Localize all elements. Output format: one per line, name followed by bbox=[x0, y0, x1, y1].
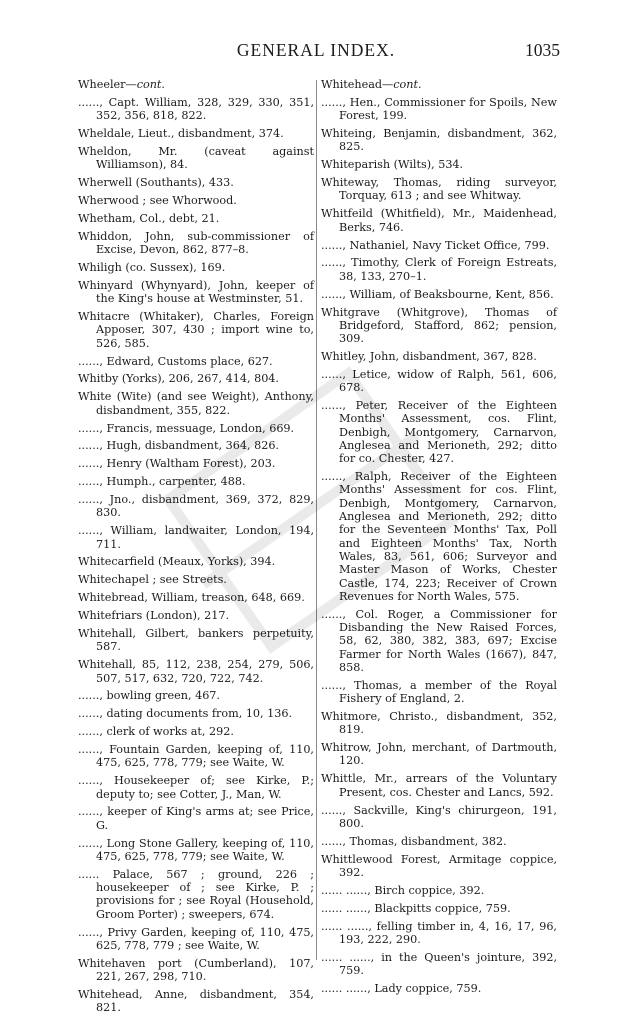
index-entry: Whiteing, Benjamin, disbandment, 362, 825. bbox=[321, 127, 557, 154]
index-entry: ......, Letice, widow of Ralph, 561, 606, 678. bbox=[321, 367, 557, 395]
index-entry: ......, Peter, Receiver of the Eighteen Months' Assessment, cos. Flint, Denbigh, Montgomery, Carnarvon, Anglesea and Merioneth, 292; ditto for co. Chester, 427. bbox=[321, 399, 557, 466]
index-entry: ...... ......, in the Queen's jointure, 392, 759. bbox=[321, 950, 557, 978]
index-entry: Whinyard (Whynyard), John, keeper of the King's house at Westminster, 51. bbox=[78, 278, 314, 306]
right-column bbox=[321, 78, 557, 1000]
index-entry: ......, Jno., disbandment, 369, 372, 829, 830. bbox=[78, 493, 314, 520]
index-entry: Whittle, Mr., arrears of the Voluntary Present, cos. Chester and Lancs, 592. bbox=[321, 772, 557, 799]
column-divider bbox=[316, 80, 317, 960]
index-entry: Whiteway, Thomas, riding surveyor, Torquay, 613 ; and see Whitway. bbox=[321, 176, 557, 203]
page-title: GENERAL INDEX. bbox=[236, 40, 396, 60]
index-entry: Whitley, John, disbandment, 367, 828. bbox=[321, 349, 537, 363]
index-entry: Wherwood ; see Whorwood. bbox=[78, 194, 237, 208]
index-entry: ......, William, landwaiter, London, 194, 711. bbox=[78, 524, 314, 551]
index-entry: ......, Nathaniel, Navy Ticket Office, 799. bbox=[321, 238, 550, 252]
index-entry: Whitehead, Anne, disbandment, 354, 821. bbox=[78, 988, 314, 1015]
index-entry: ...... Palace, 567 ; ground, 226 ; housekeeper of ; see Kirke, P. ; provisions for ; see Royal (Household, Groom Porter) ; sweepers, 674. bbox=[78, 867, 314, 921]
index-entry: Whittlewood Forest, Armitage coppice, 392. bbox=[321, 852, 557, 879]
index-entry: ......, Thomas, disbandment, 382. bbox=[321, 834, 507, 848]
index-entry: ......, Francis, messuage, London, 669. bbox=[78, 421, 295, 435]
index-entry: Whitfeild (Whitfield), Mr., Maidenhead, Berks, 746. bbox=[321, 207, 557, 234]
index-entry: ......, Fountain Garden, keeping of, 110, 475, 625, 778, 779; see Waite, W. bbox=[78, 743, 314, 770]
index-entry: ......, Edward, Customs place, 627. bbox=[78, 354, 273, 368]
index-entry: White (Wite) (and see Weight), Anthony, disbandment, 355, 822. bbox=[78, 390, 314, 417]
page-header bbox=[72, 40, 560, 66]
index-entry: ......, Henry (Waltham Forest), 203. bbox=[78, 457, 276, 471]
page-number: 1035 bbox=[525, 40, 560, 60]
index-entry: ......, dating documents from, 10, 136. bbox=[78, 707, 293, 721]
index-entry: ......, Thomas, a member of the Royal Fishery of England, 2. bbox=[321, 678, 557, 706]
index-entry: Whitehaven port (Cumberland), 107, 221, 267, 298, 710. bbox=[78, 956, 314, 984]
index-entry: Whitefriars (London), 217. bbox=[78, 609, 230, 623]
index-entry: ......, Capt. William, 328, 329, 330, 351, 352, 356, 818, 822. bbox=[78, 95, 314, 123]
index-entry: Whiteparish (Wilts), 534. bbox=[321, 158, 464, 172]
index-entry: Whitechapel ; see Streets. bbox=[78, 573, 227, 587]
index-entry: ......, Long Stone Gallery, keeping of, 110, 475, 625, 778, 779; see Waite, W. bbox=[78, 836, 314, 863]
index-entry: Whitgrave (Whitgrove), Thomas of Bridgeford, Stafford, 862; pension, 309. bbox=[321, 305, 557, 346]
index-entry: Wheldon, Mr. (caveat against Williamson), 84. bbox=[78, 144, 314, 172]
index-entry: Whitby (Yorks), 206, 267, 414, 804. bbox=[78, 372, 279, 386]
index-entry: ...... ......, Birch coppice, 392. bbox=[321, 883, 485, 897]
index-entry: ...... ......, Lady coppice, 759. bbox=[321, 981, 482, 995]
index-entry: ......, keeper of King's arms at; see Price, G. bbox=[78, 805, 314, 832]
index-entry: ......, bowling green, 467. bbox=[78, 689, 220, 703]
index-entry: Whitebread, William, treason, 648, 669. bbox=[78, 591, 305, 605]
left-column bbox=[78, 78, 314, 1019]
index-entry: Whitrow, John, merchant, of Dartmouth, 120. bbox=[321, 741, 557, 768]
index-entry: ......, clerk of works at, 292. bbox=[78, 725, 234, 739]
index-entry: ......, Sackville, King's chirurgeon, 191, 800. bbox=[321, 803, 557, 830]
index-entry: Whitehead—cont. bbox=[321, 78, 422, 91]
index-entry: ......, Timothy, Clerk of Foreign Estreats, 38, 133, 270–1. bbox=[321, 256, 557, 283]
index-entry: ......, Ralph, Receiver of the Eighteen Months' Assessment for cos. Flint, Denbigh, Montgomery, Carnarvon, Anglesea and Merioneth, 292; ditto for the Seventeen Months' Tax, Poll and Eighteen Months' Tax, North Wales, 83, 561, 606; Surveyor and Master Mason of Works, Chester Castle, 174, 223; Receiver of Crown Revenues for North Wales, 575. bbox=[321, 470, 557, 603]
index-entry: ......, Hugh, disbandment, 364, 826. bbox=[78, 439, 279, 453]
index-entry: Whitehall, 85, 112, 238, 254, 279, 506, 507, 517, 632, 720, 722, 742. bbox=[78, 658, 314, 685]
index-entry: Whiddon, John, sub-commissioner of Excise, Devon, 862, 877–8. bbox=[78, 229, 314, 257]
index-entry: Whitmore, Christo., disbandment, 352, 819. bbox=[321, 709, 557, 737]
index-entry: Whitecarfield (Meaux, Yorks), 394. bbox=[78, 555, 276, 569]
index-entry: Whetham, Col., debt, 21. bbox=[78, 211, 220, 225]
index-entry: Wherwell (Southants), 433. bbox=[78, 176, 234, 190]
index-entry: ......, Housekeeper of; see Kirke, P.; deputy to; see Cotter, J., Man, W. bbox=[78, 774, 314, 801]
index-entry: ......, Hen., Commissioner for Spoils, New Forest, 199. bbox=[321, 95, 557, 123]
index-entry: Wheldale, Lieut., disbandment, 374. bbox=[78, 127, 284, 141]
index-entry: Whiligh (co. Sussex), 169. bbox=[78, 261, 226, 275]
index-entry: Whitacre (Whitaker), Charles, Foreign Apposer, 307, 430 ; import wine to, 526, 585. bbox=[78, 310, 314, 350]
index-entry: Wheeler—cont. bbox=[78, 78, 165, 91]
index-entry: ......, Privy Garden, keeping of, 110, 475, 625, 778, 779 ; see Waite, W. bbox=[78, 925, 314, 952]
index-entry: ......, Col. Roger, a Commissioner for Disbanding the New Raised Forces, 58, 62, 380, 382, 383, 697; Excise Farmer for North Wales (1667), 847, 858. bbox=[321, 607, 557, 674]
index-entry: ...... ......, Blackpitts coppice, 759. bbox=[321, 901, 511, 915]
index-entry: Whitehall, Gilbert, bankers perpetuity, 587. bbox=[78, 627, 314, 654]
index-entry: ...... ......, felling timber in, 4, 16, 17, 96, 193, 222, 290. bbox=[321, 919, 557, 946]
index-entry: ......, Humph., carpenter, 488. bbox=[78, 475, 246, 489]
index-entry: ......, William, of Beaksbourne, Kent, 856. bbox=[321, 287, 554, 301]
